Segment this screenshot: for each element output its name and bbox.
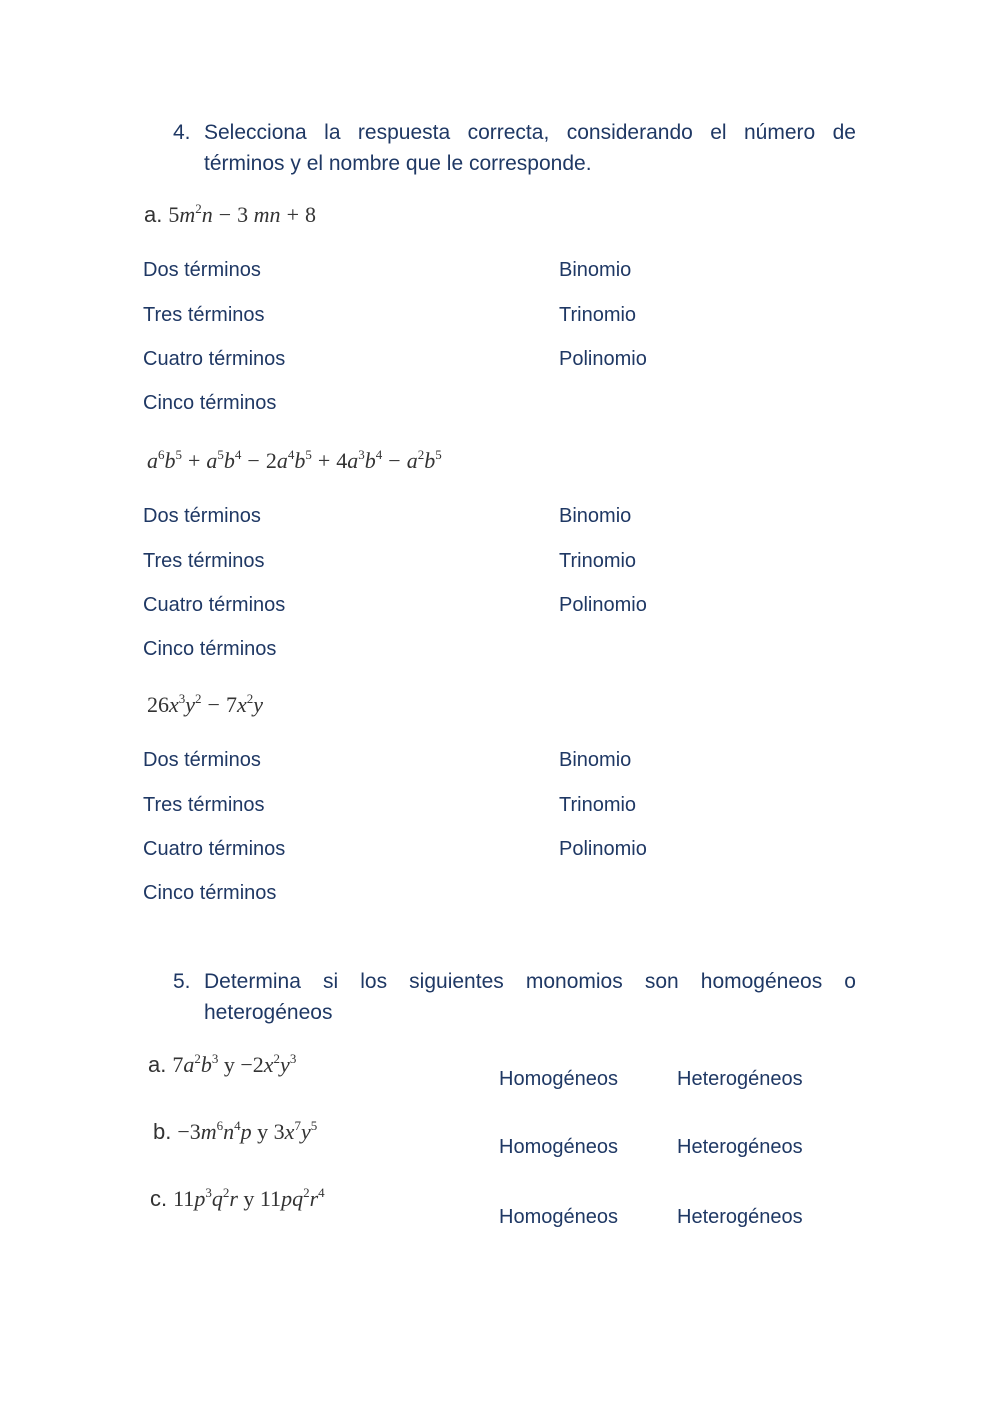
q4-item-3-terms-option-1[interactable]: Dos términos: [143, 749, 261, 771]
q5-item-1-option-homogeneos[interactable]: Homogéneos: [499, 1068, 618, 1090]
question-4: [173, 117, 856, 179]
q4-item-3-name-option-1[interactable]: Binomio: [559, 749, 632, 771]
q4-item-2-name-option-1[interactable]: Binomio: [559, 505, 632, 527]
q4-item-3-terms-option-2[interactable]: Tres términos: [143, 794, 265, 816]
question-5-number: 5.: [173, 970, 191, 993]
q4-item-1-name-option-1[interactable]: Binomio: [559, 259, 632, 281]
q4-item-3-expression: $26x^3y^2 - 7x^2y$: [147, 691, 263, 717]
q4-item-2-terms-option-3[interactable]: Cuatro términos: [143, 594, 286, 616]
q5-item-2-option-homogeneos[interactable]: Homogéneos: [499, 1136, 618, 1158]
q5-item-2-expression: b. $-3m^6n^4p$ y $3x^7y^5$: [153, 1118, 318, 1144]
question-4-text: Selecciona la respuesta correcta, considerando el número de términos y el nombre que le corresponde.: [204, 121, 856, 175]
q4-item-3-terms-option-3[interactable]: Cuatro términos: [143, 838, 286, 860]
q4-item-3-name-option-2[interactable]: Trinomio: [559, 794, 637, 816]
q4-item-1-name-option-2[interactable]: Trinomio: [559, 304, 637, 326]
q4-item-2-terms-option-1[interactable]: Dos términos: [143, 505, 261, 527]
q4-item-1-terms-option-1[interactable]: Dos términos: [143, 259, 261, 281]
question-5: [173, 966, 856, 1028]
q5-item-3-option-heterogeneos[interactable]: Heterogéneos: [677, 1206, 803, 1228]
q4-item-1-terms-option-3[interactable]: Cuatro términos: [143, 348, 286, 370]
question-5-text: Determina si los siguientes monomios son homogéneos o heterogéneos: [204, 970, 856, 1024]
q4-item-2-terms-option-2[interactable]: Tres términos: [143, 550, 265, 572]
q4-item-2-name-option-3[interactable]: Polinomio: [559, 594, 647, 616]
question-4-number: 4.: [173, 121, 191, 144]
q4-item-2-expression: $a^6b^5 + a^5b^4 - 2a^4b^5 + 4a^3b^4 - a^2b^5$: [147, 447, 442, 473]
q4-item-1-name-option-3[interactable]: Polinomio: [559, 348, 647, 370]
q5-item-2-option-heterogeneos[interactable]: Heterogéneos: [677, 1136, 803, 1158]
q5-item-3-expression: c. $11p^3q^2r$ y $11pq^2r^4$: [150, 1185, 325, 1211]
q4-item-1-expression: a. $5m^2n - 3$ mn + 8: [144, 201, 316, 227]
q5-item-3-option-homogeneos[interactable]: Homogéneos: [499, 1206, 618, 1228]
q4-item-1-terms-option-2[interactable]: Tres términos: [143, 304, 265, 326]
q4-item-3-terms-option-4[interactable]: Cinco términos: [143, 882, 277, 904]
q4-item-3-name-option-3[interactable]: Polinomio: [559, 838, 647, 860]
q5-item-1-expression: a. $7a^2b^3$ $y -2x^2y^3$: [148, 1051, 297, 1077]
q4-item-2-terms-option-4[interactable]: Cinco términos: [143, 638, 277, 660]
q4-item-2-name-option-2[interactable]: Trinomio: [559, 550, 637, 572]
q5-item-1-option-heterogeneos[interactable]: Heterogéneos: [677, 1068, 803, 1090]
q4-item-1-terms-option-4[interactable]: Cinco términos: [143, 392, 277, 414]
